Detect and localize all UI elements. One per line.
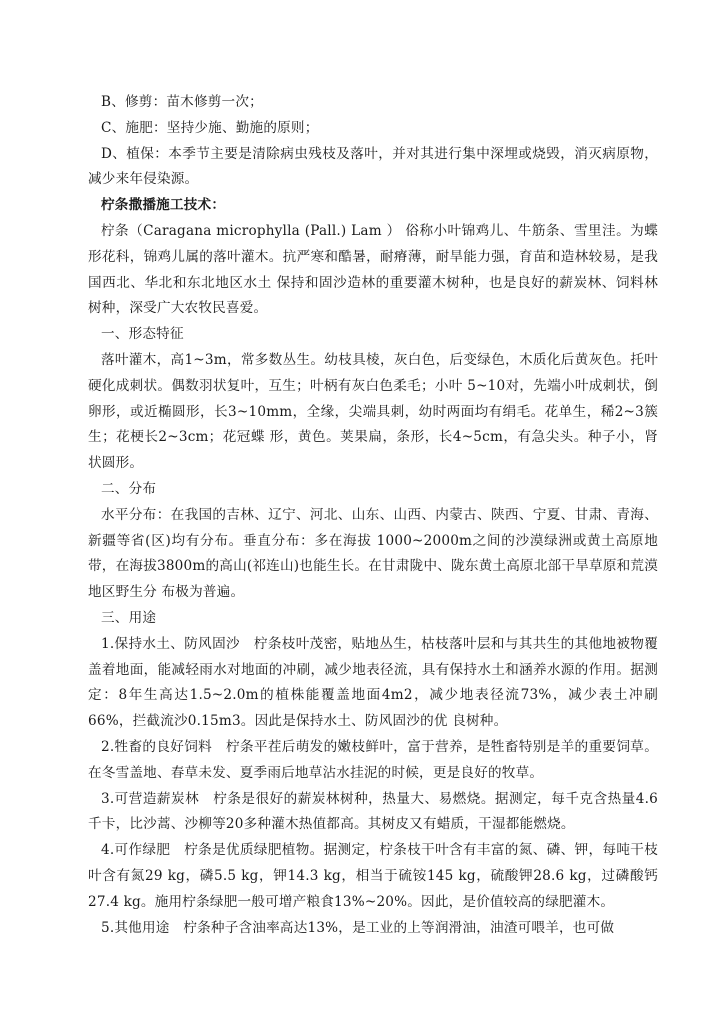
paragraph-distribution: 水平分布：在我国的吉林、辽宁、河北、山东、山西、内蒙古、陕西、宁夏、甘肃、青海、新疆等省(区)均有分布。垂直分布：多在海拔 1000~2000m之间的沙漠绿洲或黄土高原地带，在海拔3800m的高山(祁连山)也能生长。在甘肃陇中、陇东黄土高原北部干旱草原和荒漠地区野生分 布极为普遍。 [88,506,658,601]
heading-morphology: 一、形态特征 [101,326,184,343]
paragraph-use-1: 1.保持水土、防风固沙 柠条枝叶茂密，贴地丛生，枯枝落叶层和与其共生的其他地被物覆盖着地面，能减轻雨水对地面的冲刷，减少地表径流，具有保持水土和涵养水源的作用。据测 定：8年生高达1.5~2.0m的植株能覆盖地面4m2，减少地表径流73%，减少表土冲刷66%，拦截流沙0.15m3。因此是保持水土、防风固沙的优 良树种。 [88,635,658,730]
paragraph-use-4: 4.可作绿肥 柠条是优质绿肥植物。据测定，柠条枝干叶含有丰富的氮、磷、钾，每吨干枝叶含有氮29 kg，磷5.5 kg，钾14.3 kg，相当于硫铵145 kg，硫酸钾28.6 kg，过磷酸钙27.4 kg。施用柠条绿肥一般可增产粮食13%~20%。因此，是价值较高的绿肥灌木。 [88,842,658,910]
heading-distribution: 二、分布 [101,480,157,497]
paragraph-plant-protection: D、植保：本季节主要是清除病虫残枝及落叶，并对其进行集中深埋或烧毁，消灭病原物，减少来年侵染源。 [88,145,658,188]
document-body [88,90,658,941]
section-title: 柠条撒播施工技术： [101,197,226,214]
paragraph-fertilizing: C、施肥：坚持少施、勤施的原则； [101,119,319,136]
heading-uses: 三、用途 [101,609,157,626]
paragraph-morphology: 落叶灌木，高1~3m，常多数丛生。幼枝具棱，灰白色，后变绿色，木质化后黄灰色。托叶硬化成刺状。偶数羽状复叶，互生；叶柄有灰白色柔毛；小叶 5~10对，先端小叶成刺状，倒卵形，或近椭圆形，长3~10mm，全缘，尖端具刺，幼时两面均有绢毛。花单生，稀2~3簇生；花梗长2~3cm；花冠蝶 形，黄色。荚果扁，条形，长4~5cm，有急尖头。种子小，肾状圆形。 [88,351,658,472]
paragraph-use-2: 2.牲畜的良好饲料 柠条平茬后萌发的嫩枝鲜叶，富于营养，是牲畜特别是羊的重要饲草。在冬雪盖地、春草未发、夏季雨后地草沾水挂泥的时候，更是良好的牧草。 [88,738,658,781]
paragraph-introduction: 柠条（Caragana microphylla (Pall.) Lam ） 俗称小叶锦鸡儿、牛筋条、雪里洼。为蝶形花科，锦鸡儿属的落叶灌木。抗严寒和酷暑，耐瘠薄，耐旱能力强，育苗和造林较易，是我国西北、华北和东北地区水土 保持和固沙造林的重要灌木树种，也是良好的薪炭林、饲料林树种，深受广大农牧民喜爱。 [88,222,658,317]
paragraph-pruning: B、修剪：苗木修剪一次； [101,94,263,110]
paragraph-use-5: 5.其他用途 柠条种子含油率高达13%，是工业的上等润滑油，油渣可喂羊，也可做 [101,919,615,936]
paragraph-use-3: 3.可营造薪炭林 柠条是很好的薪炭林树种，热量大、易燃烧。据测定，每千克含热量4.6千卡，比沙蒿、沙柳等20多种灌木热值都高。其树皮又有蜡质，干湿都能燃烧。 [88,790,658,833]
